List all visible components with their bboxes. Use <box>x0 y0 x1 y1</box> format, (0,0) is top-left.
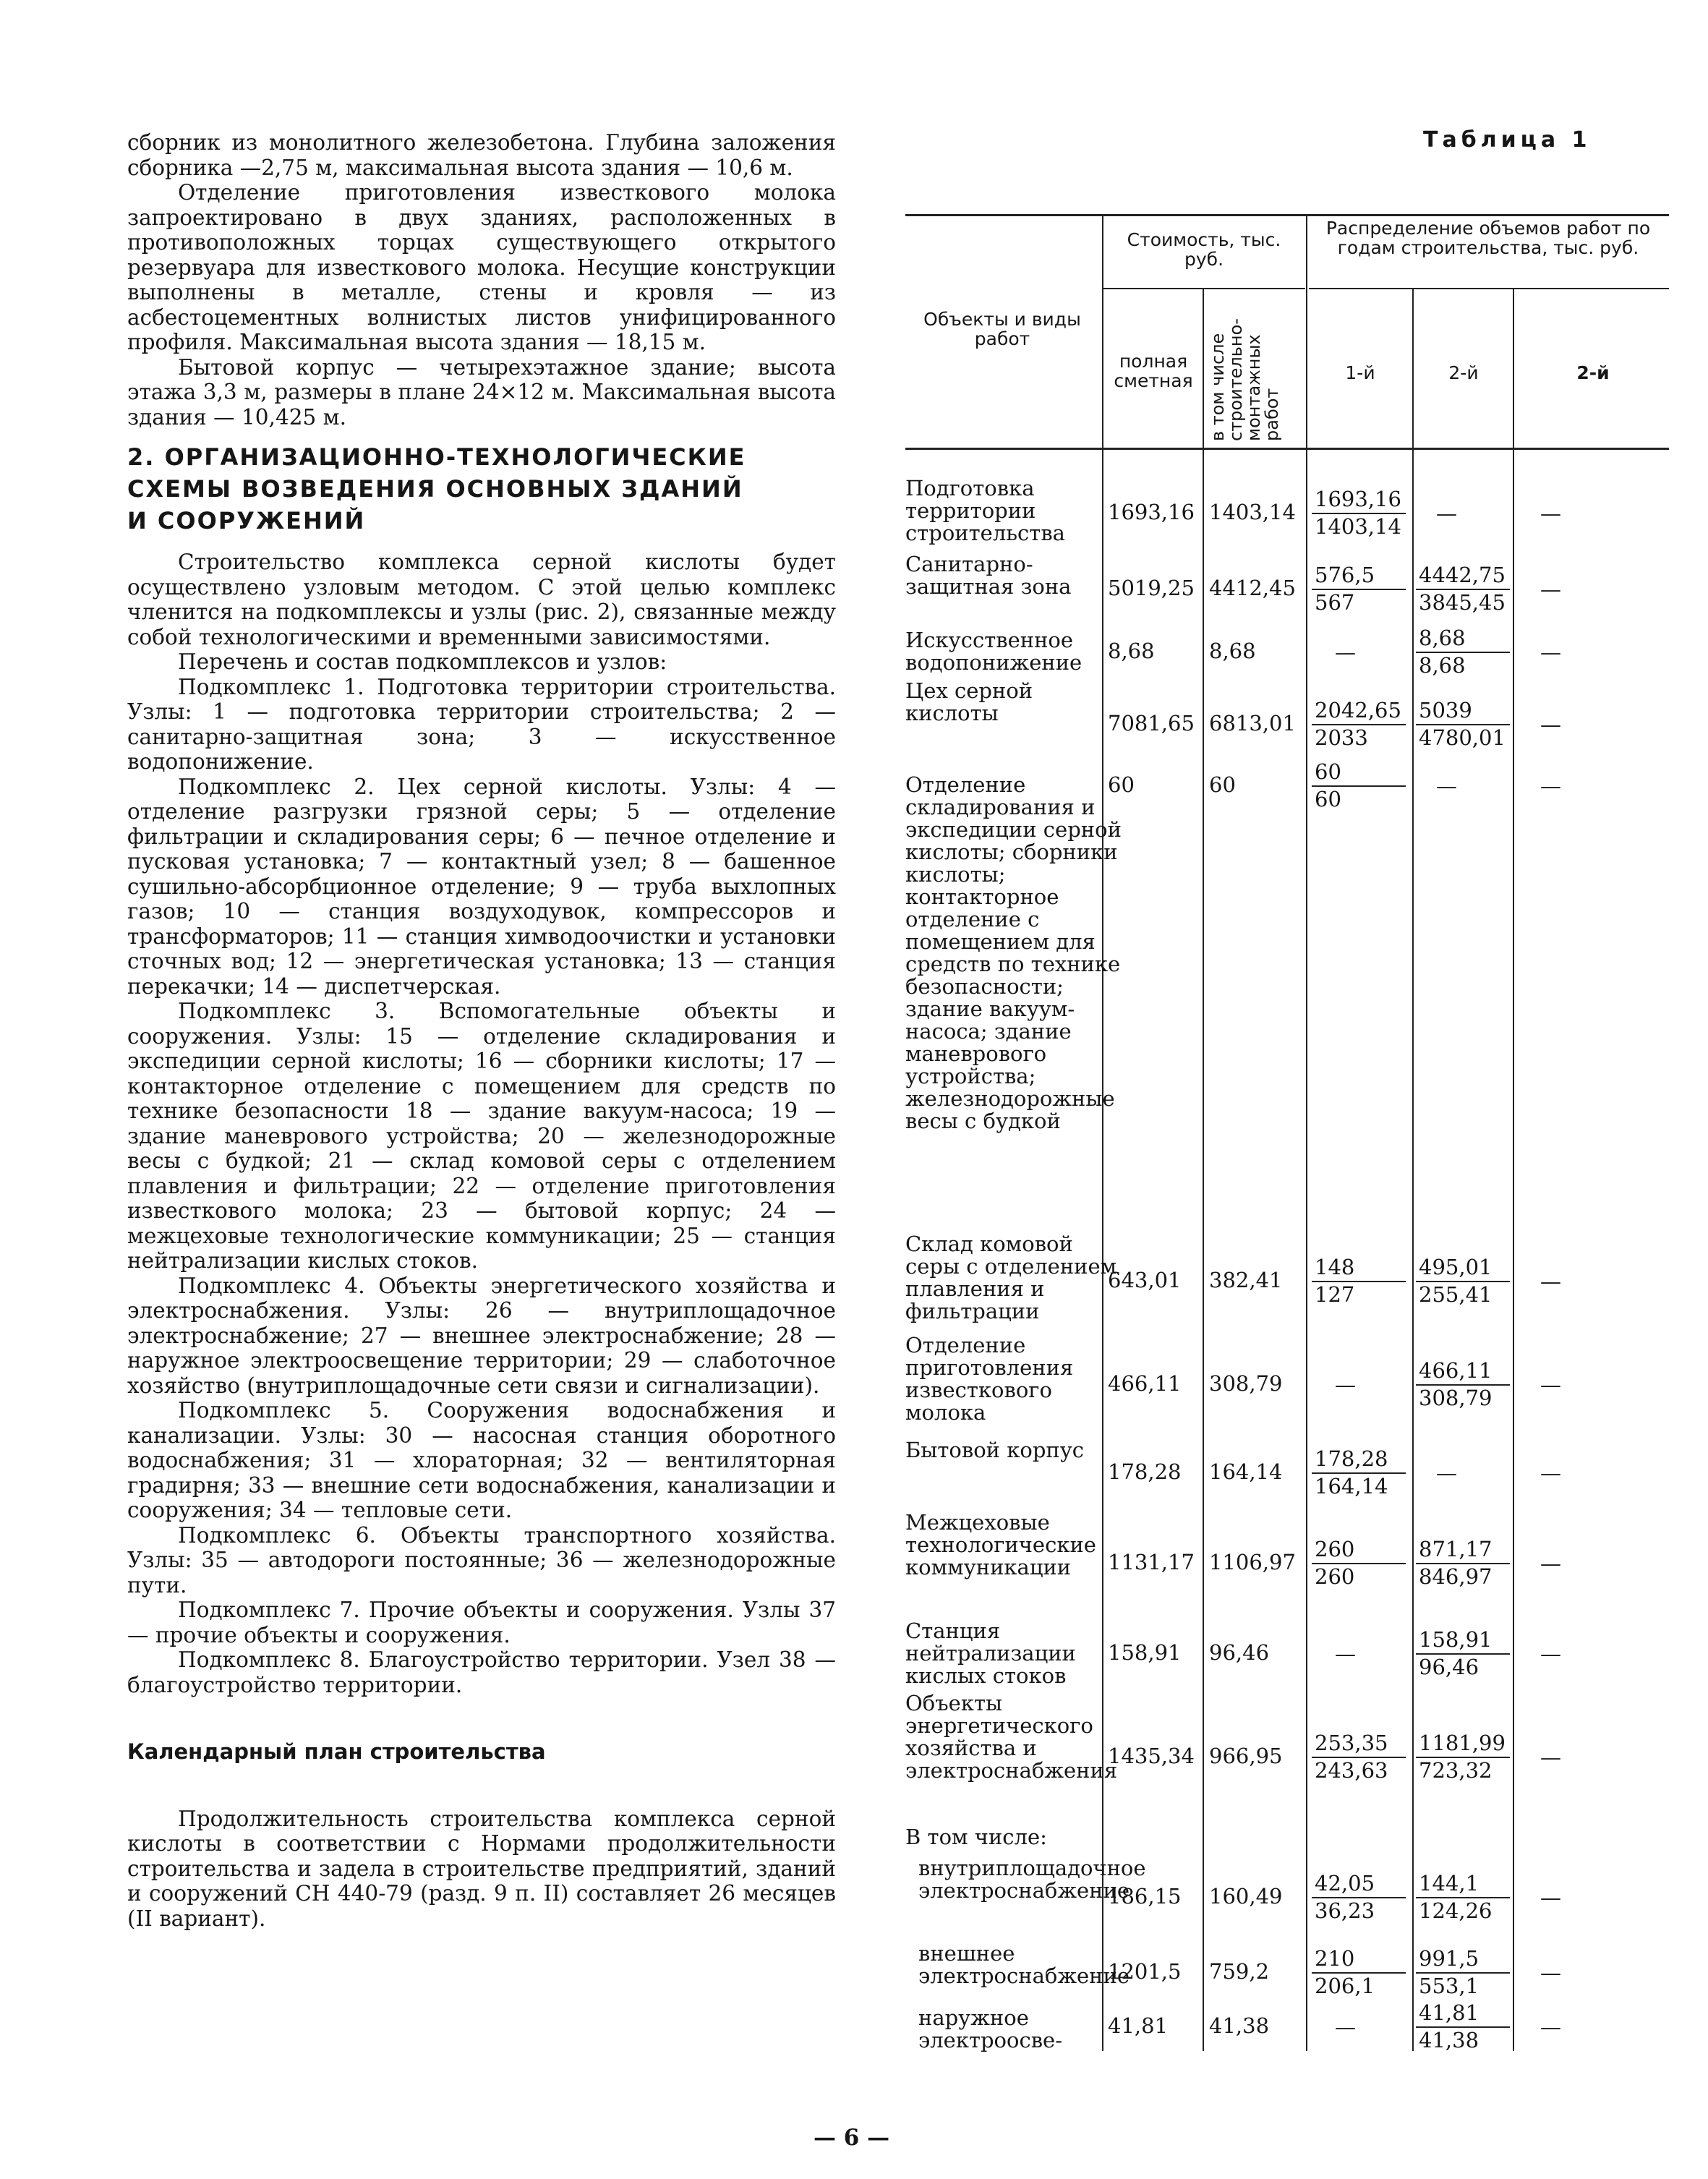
row-object-name: Искусственное водопонижение <box>905 628 1083 675</box>
row-year1-bottom: 36,23 <box>1315 1898 1375 1923</box>
row-year2-bottom: 723,32 <box>1419 1757 1493 1783</box>
row-year1-top: 210 <box>1315 1945 1355 1971</box>
row-full-estimate: 60 <box>1108 772 1135 797</box>
row-year3-dash: — <box>1540 1461 1561 1485</box>
row-smr: 8,68 <box>1209 639 1256 663</box>
row-year2-dash: — <box>1436 1461 1457 1485</box>
row-year1-dash: — <box>1335 1642 1356 1666</box>
row-full-estimate: 1201,5 <box>1108 1958 1182 1984</box>
row-object-name: Цех серной кислоты <box>905 678 1033 725</box>
row-object-name: Подготовка территории строительства <box>905 476 1065 545</box>
row-year1-dash: — <box>1335 2015 1356 2039</box>
row-full-estimate: 1693,16 <box>1108 499 1195 524</box>
row-object-name: Отделение складирования и экспедиции серной кислоты; сборники кислоты; контакторное отделение с помещением для средств по технике безопасности; здание вакуум-насоса; здание маневрового устройства; железнодорожные весы с будкой <box>905 772 1122 1133</box>
header-year-2: 2-й <box>1448 362 1479 383</box>
row-year2-bottom: 96,46 <box>1419 1655 1479 1679</box>
row-year2-top: 871,17 <box>1419 1537 1493 1561</box>
row-object-name: Отделение приготовления известкового молока <box>905 1333 1074 1425</box>
row-year2-top: 1181,99 <box>1419 1730 1506 1755</box>
row-year3-dash: — <box>1540 1744 1561 1770</box>
cost-subheader-rule <box>1103 288 1305 289</box>
row-year2-dash: — <box>1436 500 1457 526</box>
row-year1-bottom: 1403,14 <box>1315 513 1401 539</box>
subcomplex-8: Подкомплекс 8. Благоустройство территории. Узел 38 — благоустройство территории. <box>127 1647 836 1697</box>
section-heading: 2. ОРГАНИЗАЦИОННО-ТЕХНОЛОГИЧЕСКИЕ СХЕМЫ ВОЗВЕДЕНИЯ ОСНОВНЫХ ЗДАНИЙ И СООРУЖЕНИЙ <box>127 443 746 534</box>
row-smr: 1106,97 <box>1209 1550 1296 1574</box>
subcomplex-1: Подкомплекс 1. Подготовка территории строительства. Узлы: 1 — подготовка территории строительства; 2 — санитарно-защитная зона; 3 — искусственное водопонижение. <box>127 674 836 774</box>
row-year2-bottom: 553,1 <box>1419 1973 1479 1998</box>
row-year2-bottom: 124,26 <box>1419 1898 1493 1923</box>
row-full-estimate: 466,11 <box>1108 1370 1182 1396</box>
row-year2-top: 5039 <box>1419 698 1472 722</box>
row-smr: 966,95 <box>1209 1743 1283 1768</box>
header-distribution: Распределение объемов работ по годам строительства, тыс. руб. <box>1325 218 1651 258</box>
col-divider-4 <box>1412 288 1414 2051</box>
row-object-name: Склад комовой серы с отделением плавления и фильтрации <box>905 1232 1117 1323</box>
row-smr: 96,46 <box>1209 1640 1270 1665</box>
row-year1-top: 1693,16 <box>1315 486 1401 511</box>
header-objects: Объекты и виды работ <box>923 309 1081 349</box>
subcomplex-3: Подкомплекс 3. Вспомогательные объекты и сооружения. Узлы: 15 — отделение складирования и экспедиции серной кислоты; 16 — сборники кислоты; 17 — контакторное отделение с помещением для средств по технике безопасности 18 — здание вакуум-насоса; 19 — здание маневрового устройства; 20 — железнодорожные весы с будкой; 21 — склад комовой серы с отделением плавления и фильтрации; 22 — отделение приготовления известкового молока; 23 — бытовой корпус; 24 — межцеховые технологические коммуникации; 25 — станция нейтрализации кислых стоков. <box>127 999 836 1273</box>
row-year2-top: 8,68 <box>1419 626 1466 650</box>
row-year2-bottom: 8,68 <box>1419 653 1466 678</box>
intro-paragraph: сборник из монолитного железобетона. Глубина заложения сборника —2,75 м, максимальная высота здания — 10,6 м. <box>127 130 836 180</box>
row-year2-top: 495,01 <box>1419 1255 1493 1279</box>
row-year2-top: 991,5 <box>1419 1945 1479 1971</box>
subcomplex-5: Подкомплекс 5. Сооружения водоснабжения и канализации. Узлы: 30 — насосная станция оборотного водоснабжения; 31 — хлораторная; 32 — вентиляторная градирня; 33 — внешние сети водоснабжения, канализации и сооружения; 34 — тепловые сети. <box>127 1398 836 1522</box>
row-year1-dash: — <box>1335 640 1356 665</box>
row-full-estimate: 643,01 <box>1108 1268 1182 1292</box>
row-smr: 382,41 <box>1209 1268 1283 1292</box>
row-year3-dash: — <box>1540 712 1561 737</box>
household-building-paragraph: Бытовой корпус — четырехэтажное здание; высота этажа 3,3 м, размеры в плане 24×12 м. Максимальная высота здания — 10,425 м. <box>127 354 836 430</box>
calendar-heading: Календарный план строительства <box>127 1739 546 1764</box>
row-year1-top: 148 <box>1315 1255 1355 1279</box>
row-year3-dash: — <box>1540 640 1561 665</box>
subcomplex-7: Подкомплекс 7. Прочие объекты и сооружения. Узлы 37 — прочие объекты и сооружения. <box>127 1598 836 1647</box>
header-bottom-rule <box>905 448 1669 450</box>
row-smr: 308,79 <box>1209 1370 1283 1396</box>
row-full-estimate: 41,81 <box>1108 2013 1169 2038</box>
row-object-name: Межцеховые технологические коммуникации <box>905 1510 1096 1579</box>
row-smr: 41,38 <box>1209 2013 1270 2038</box>
header-full-estimate: полная сметная <box>1114 351 1193 391</box>
page-number: — 6 — <box>814 2125 890 2151</box>
subcomplex-4: Подкомплекс 4. Объекты энергетического хозяйства и электроснабжения. Узлы: 26 — внутриплощадочное электроснабжение; 27 — внешнее электроснабжение; 28 — наружное электроосвещение территории; 29 — слаботочное хозяйство (внутриплощадочные сети связи и сигнализации). <box>127 1273 836 1398</box>
row-year3-dash: — <box>1540 1269 1561 1294</box>
lime-milk-paragraph: Отделение приготовления известкового молока запроектировано в двух зданиях, расположенных в противоположных торцах существующего открытого резервуара для известкового молока. Несущие конструкции выполнены в металле, стены и кровля — из асбестоцементных волнистых листов унифицированного профиля. Максимальная высота здания — 18,15 м. <box>127 180 836 354</box>
row-year2-top: 4442,75 <box>1419 562 1506 587</box>
list-heading: Перечень и состав подкомплексов и узлов: <box>178 649 667 674</box>
row-object-name: Объекты энергетического хозяйства и электроснабжения <box>905 1691 1118 1783</box>
row-object-name: Станция нейтрализации кислых стоков <box>905 1619 1076 1688</box>
row-year1-bottom: 164,14 <box>1315 1474 1388 1498</box>
distribution-subheader-rule <box>1309 288 1669 289</box>
row-year1-top: 253,35 <box>1315 1730 1388 1755</box>
header-year-3: 2-й <box>1576 362 1610 383</box>
row-year2-top: 41,81 <box>1419 2000 1479 2025</box>
row-object-name: Бытовой корпус <box>905 1438 1085 1462</box>
row-smr: 160,49 <box>1209 1884 1283 1909</box>
row-year2-bottom: 308,79 <box>1419 1385 1493 1410</box>
row-full-estimate: 186,15 <box>1108 1884 1182 1909</box>
row-full-estimate: 1131,17 <box>1108 1550 1195 1574</box>
row-smr: 1403,14 <box>1209 499 1296 524</box>
row-year1-bottom: 260 <box>1315 1564 1355 1589</box>
row-year1-top: 178,28 <box>1315 1446 1388 1471</box>
row-year3-dash: — <box>1540 2015 1561 2039</box>
row-object-name: Санитарно-защитная зона <box>905 552 1072 599</box>
col-divider-5 <box>1513 288 1514 2051</box>
calendar-paragraph: Продолжительность строительства комплекса серной кислоты в соответствии с Нормами продолжительности строительства и задела в строительстве предприятий, зданий и сооружений СН 440-79 (разд. 9 п. II) составляет 26 месяцев (II вариант). <box>127 1806 836 1931</box>
row-year1-bottom: 2033 <box>1315 725 1368 750</box>
row-year1-top: 2042,65 <box>1315 698 1401 722</box>
row-full-estimate: 1435,34 <box>1108 1743 1195 1768</box>
row-year2-top: 158,91 <box>1419 1627 1493 1652</box>
row-year1-bottom: 567 <box>1315 589 1355 615</box>
row-year3-dash: — <box>1540 1372 1561 1397</box>
col-divider-3 <box>1306 214 1307 2051</box>
row-full-estimate: 5019,25 <box>1108 575 1195 600</box>
row-object-name: наружное электроосве- <box>918 2005 1063 2052</box>
row-year2-top: 466,11 <box>1419 1357 1493 1383</box>
row-year2-bottom: 255,41 <box>1419 1282 1493 1307</box>
row-year1-bottom: 206,1 <box>1315 1973 1375 1998</box>
subcomplex-6: Подкомплекс 6. Объекты транспортного хозяйства. Узлы: 35 — автодороги постоянные; 36 — железнодорожные пути. <box>127 1522 836 1598</box>
row-year2-bottom: 4780,01 <box>1419 725 1506 750</box>
row-year3-dash: — <box>1540 1960 1561 1985</box>
row-year1-top: 260 <box>1315 1537 1355 1561</box>
row-year2-top: 144,1 <box>1419 1871 1479 1896</box>
row-full-estimate: 158,91 <box>1108 1640 1182 1665</box>
row-smr: 60 <box>1209 772 1236 797</box>
row-year1-top: 60 <box>1315 759 1341 784</box>
row-year2-bottom: 846,97 <box>1419 1564 1493 1589</box>
row-full-estimate: 8,68 <box>1108 639 1155 663</box>
row-year1-top: 42,05 <box>1315 1871 1375 1896</box>
row-year3-dash: — <box>1540 576 1561 602</box>
row-year3-dash: — <box>1540 500 1561 526</box>
left-column <box>127 130 836 1931</box>
table-top-rule <box>905 214 1669 216</box>
row-year1-bottom: 243,63 <box>1315 1757 1388 1783</box>
header-incl-smr: в том числе строительно-монтажных работ <box>1208 318 1282 441</box>
subcomplex-2: Подкомплекс 2. Цех серной кислоты. Узлы: 4 — отделение разгрузки грязной серы; 5 — отделение фильтрации и складирования серы; 6 — печное отделение и пусковая установка; 7 — контактный узел; 8 — башенное сушильно-абсорбционное отделение; 9 — труба выхлопных газов; 10 — станция воздуходувок, компрессоров и трансформаторов; 11 — станция химводоочистки и установки сточных вод; 12 — энергетическая установка; 13 — станция перекачки; 14 — диспетчерская. <box>127 774 836 999</box>
table-title: Таблица 1 <box>1423 127 1592 153</box>
row-year1-top: 576,5 <box>1315 562 1375 587</box>
row-year1-dash: — <box>1335 1372 1356 1397</box>
row-smr: 4412,45 <box>1209 575 1296 600</box>
row-year3-dash: — <box>1540 1551 1561 1576</box>
row-full-estimate: 7081,65 <box>1108 711 1195 735</box>
row-year3-dash: — <box>1540 1642 1561 1666</box>
row-object-name: внешнее электроснабжение <box>918 1941 1130 1988</box>
row-smr: 6813,01 <box>1209 711 1296 735</box>
row-smr: 164,14 <box>1209 1459 1283 1484</box>
header-year-1: 1-й <box>1345 362 1375 383</box>
row-full-estimate: 178,28 <box>1108 1459 1182 1484</box>
row-smr: 759,2 <box>1209 1958 1270 1984</box>
col-divider-2 <box>1203 288 1204 2051</box>
row-year2-bottom: 3845,45 <box>1419 589 1506 615</box>
row-year3-dash: — <box>1540 774 1561 798</box>
row-object-name: внутриплощадочное электроснабжение <box>918 1856 1146 1903</box>
row-year1-bottom: 127 <box>1315 1282 1355 1307</box>
row-year1-bottom: 60 <box>1315 787 1341 811</box>
row-year3-dash: — <box>1540 1885 1561 1910</box>
header-cost: Стоимость, тыс. руб. <box>1127 229 1281 270</box>
construction-method-paragraph: Строительство комплекса серной кислоты будет осуществлено узловым методом. С этой целью комплекс членится на подкомплексы и узлы (рис. 2), связанные между собой технологическими и временными зависимостями. <box>127 550 836 649</box>
row-year2-bottom: 41,38 <box>1419 2028 1479 2052</box>
row-object-name: В том числе: <box>905 1825 1047 1849</box>
row-year2-dash: — <box>1436 774 1457 798</box>
